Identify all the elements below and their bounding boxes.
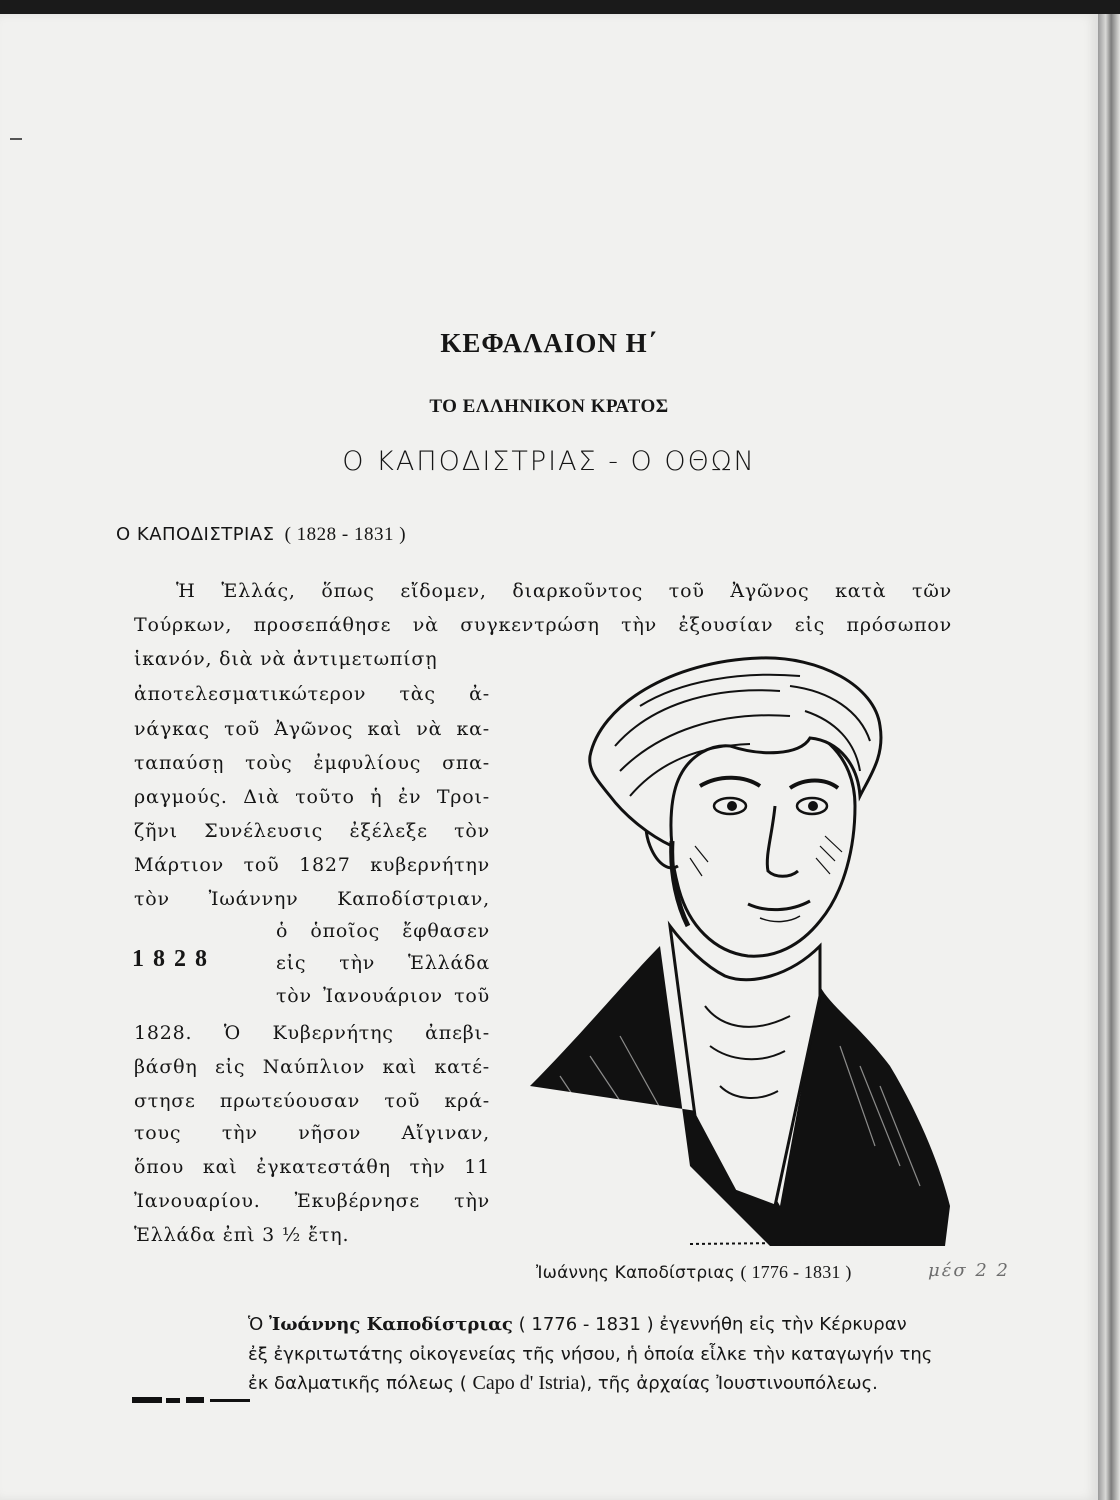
chapter-heading: ΚΕΦΑΛΑΙΟΝ Η΄	[440, 328, 658, 358]
year-marker: 1828	[132, 946, 216, 972]
portrait-caption-name: Ἰωάννης Καποδίστριας	[536, 1263, 735, 1283]
portrait-caption-dates: ( 1776 - 1831 )	[740, 1262, 852, 1282]
note-line-3-a: ἐκ δαλματικῆς πόλεως (	[248, 1373, 467, 1394]
body-line: ἱκανόν, διὰ νὰ ἀντιμετωπίσῃ	[134, 648, 438, 670]
body-line: εἰς τὴν Ἑλλάδα	[276, 952, 490, 974]
body-line: Μάρτιον τοῦ 1827 κυβερνήτην	[134, 854, 490, 876]
margin-handwritten-note: μέσ 2 2	[928, 1260, 1010, 1281]
body-line: νάγκας τοῦ Ἀγῶνος καὶ νὰ κα-	[134, 718, 490, 740]
body-line: στησε πρωτεύουσαν τοῦ κρά-	[134, 1090, 490, 1112]
body-line: βάσθη εἰς Ναύπλιον καὶ κατέ-	[134, 1056, 490, 1078]
body-line: τὸν Ἰωάννην Καποδίστριαν,	[134, 888, 490, 910]
page-edge-shadow	[1098, 14, 1120, 1500]
body-line: τους τὴν νῆσον Αἴγιναν,	[134, 1122, 490, 1144]
body-line: 1828. Ὁ Κυβερνήτης ἀπεβι-	[134, 1022, 490, 1044]
body-line: Τούρκων, προσεπάθησε νὰ συγκεντρώση τὴν ἐξουσίαν εἰς πρόσωπον	[134, 614, 952, 636]
note-line-3	[248, 1372, 878, 1395]
body-line: ζῆνι Συνέλευσις ἐξέλεξε τὸν	[134, 820, 490, 842]
body-line: ὁ ὁποῖος ἔφθασεν	[276, 920, 490, 942]
note-lead: Ὁ	[248, 1314, 264, 1335]
subheading-title: Ο ΚΑΠΟΔΙΣΤΡΙΑΣ	[116, 524, 275, 545]
kapodistrias-portrait	[520, 646, 960, 1256]
note-line-2: ἐξ ἐγκριτωτάτης οἰκογενείας τῆς νήσου, ἡ ὁποία εἷλκε τὴν καταγωγήν της	[248, 1344, 933, 1365]
section-heading: ΤΟ ΕΛΛΗΝΙΚΟΝ ΚΡΑΤΟΣ	[429, 396, 669, 417]
body-line: Ἑλλάδα ἐπὶ 3 ½ ἔτη.	[134, 1224, 350, 1246]
body-line: τὸν Ἰανουάριον τοῦ	[276, 985, 490, 1007]
portrait-caption	[536, 1262, 852, 1283]
note-name: Ἰωάννης Καποδίστριας	[269, 1314, 513, 1335]
note-line-3-b: ), τῆς ἀρχαίας Ἰουστινουπόλεως.	[579, 1373, 878, 1394]
note-line-1-rest: ( 1776 - 1831 ) ἐγεννήθη εἰς τὴν Κέρκυραν	[518, 1314, 907, 1335]
body-line: ταπαύσῃ τοὺς ἐμφυλίους σπα-	[134, 752, 490, 774]
subsection-heading: Ο ΚΑΠΟΔΙΣΤΡΙΑΣ - Ο ΟΘΩΝ	[342, 446, 756, 477]
body-line: ραγμούς. Διὰ τοῦτο ἡ ἐν Τροι-	[134, 786, 490, 808]
body-line: Ἡ Ἑλλάς, ὅπως εἴδομεν, διαρκοῦντος τοῦ Ἀγῶνος κατὰ τῶν	[176, 580, 952, 602]
body-line: ἀποτελεσματικώτερον τὰς ἀ-	[134, 683, 490, 705]
body-line: Ἰανουαρίου. Ἐκυβέρνησε τὴν	[134, 1190, 490, 1212]
note-latin-name: Capo d' Istria	[472, 1372, 580, 1394]
book-page	[0, 14, 1098, 1500]
note-line-1	[248, 1314, 907, 1335]
print-smudge-mark	[132, 1396, 250, 1404]
margin-tick-mark	[10, 138, 22, 140]
kapodistrias-subheading	[116, 524, 406, 546]
body-line: ὅπου καὶ ἐγκατεστάθη τὴν 11	[134, 1156, 490, 1178]
subheading-dates: ( 1828 - 1831 )	[284, 524, 407, 545]
